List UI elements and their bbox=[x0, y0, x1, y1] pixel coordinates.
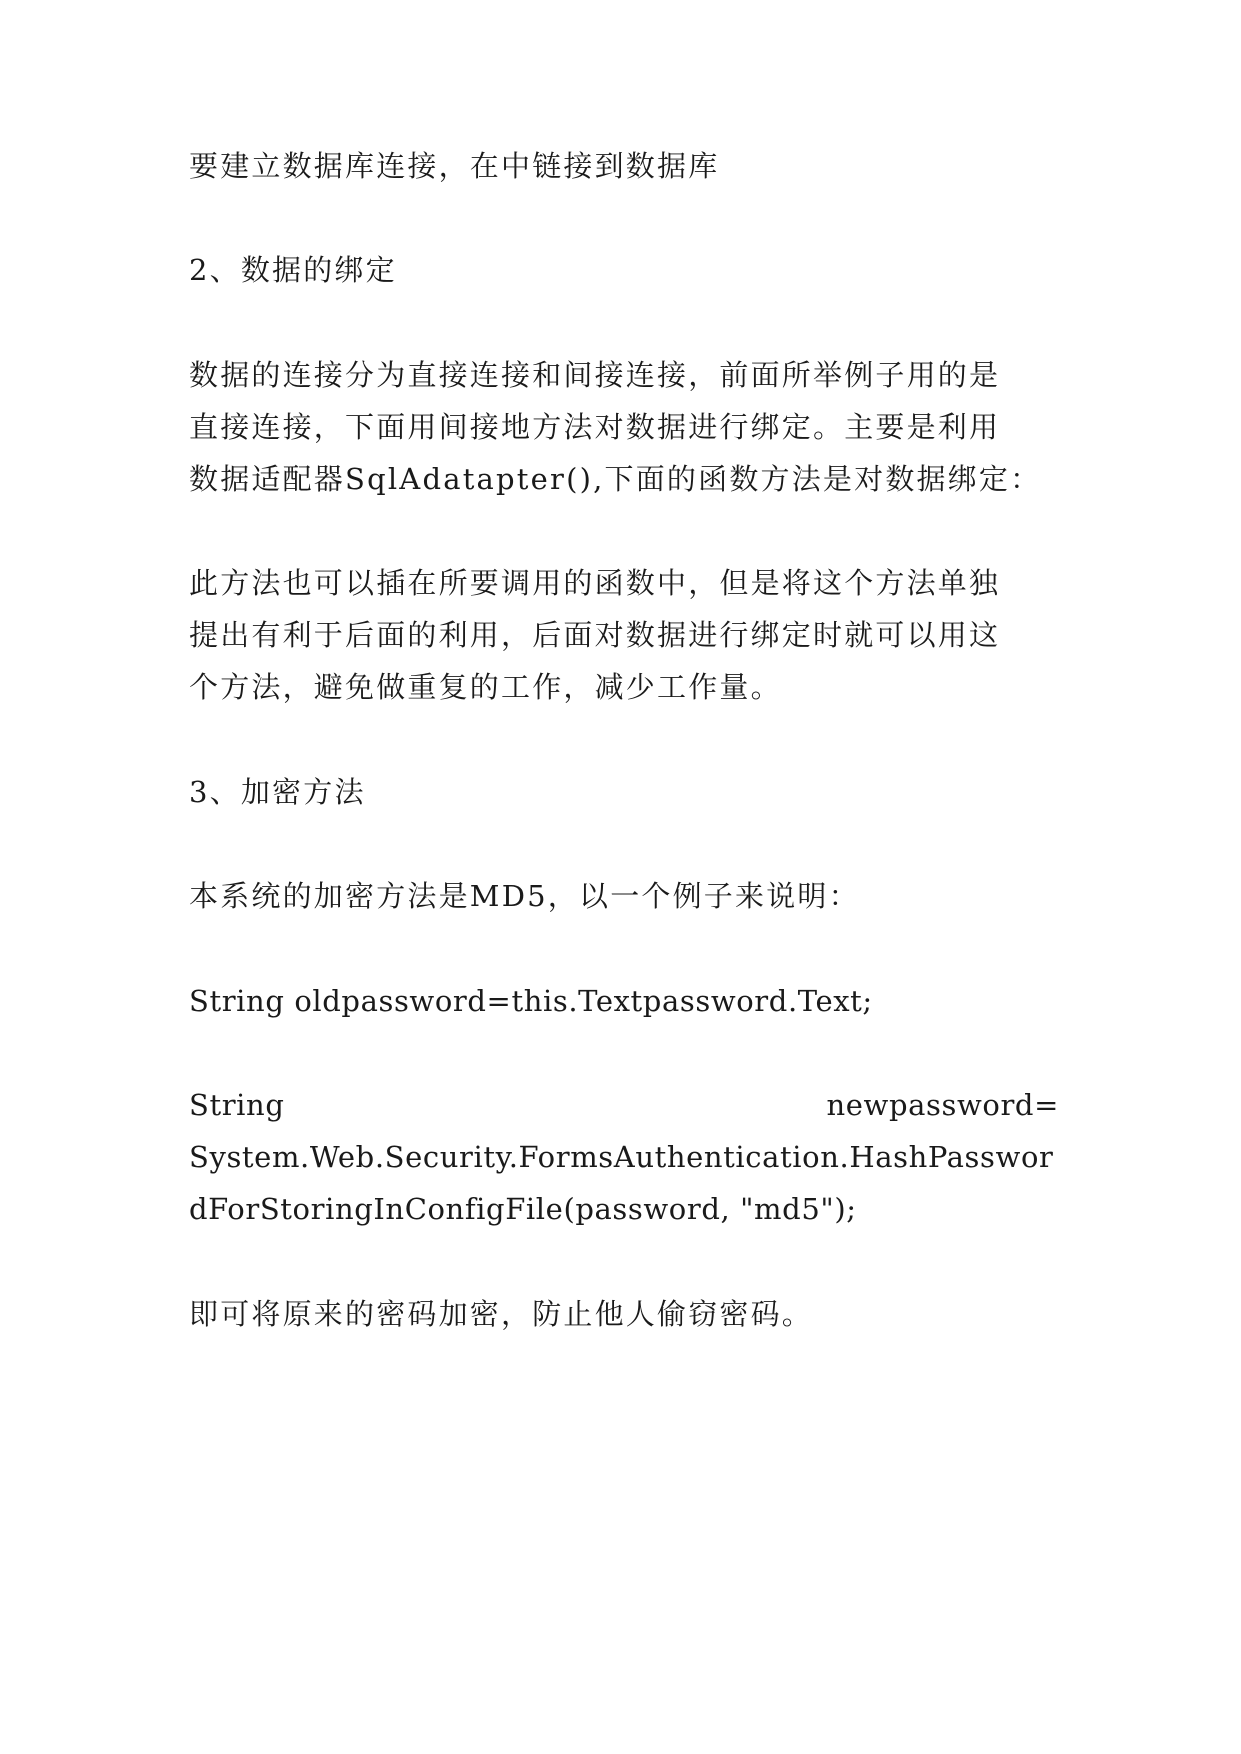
method-paragraph-line-3: 个方法，避免做重复的工作，减少工作量。 bbox=[189, 670, 782, 704]
section-heading-binding: 2、数据的绑定 bbox=[189, 253, 397, 287]
db-connect-line: 要建立数据库连接，在中链接到数据库 bbox=[189, 149, 720, 183]
encrypt-intro-line: 本系统的加密方法是MD5，以一个例子来说明： bbox=[189, 879, 860, 913]
closing-line: 即可将原来的密码加密，防止他人偷窃密码。 bbox=[189, 1297, 814, 1331]
binding-paragraph-line-2: 直接连接，下面用间接地方法对数据进行绑定。主要是利用 bbox=[189, 410, 1001, 444]
code-line-newpassword bbox=[189, 1087, 1059, 1123]
code-string-keyword: String bbox=[189, 1088, 285, 1122]
section-heading-encrypt: 3、加密方法 bbox=[189, 775, 366, 809]
code-newpassword-assign: newpassword= bbox=[826, 1088, 1059, 1122]
code-line-hash-args: dForStoringInConfigFile(password, "md5"); bbox=[189, 1192, 857, 1226]
method-paragraph-line-1: 此方法也可以插在所要调用的函数中，但是将这个方法单独 bbox=[189, 566, 1001, 600]
binding-paragraph-line-1: 数据的连接分为直接连接和间接连接，前面所举例子用的是 bbox=[189, 358, 1001, 392]
method-paragraph-line-2: 提出有利于后面的利用，后面对数据进行绑定时就可以用这 bbox=[189, 618, 1001, 652]
code-line-oldpassword: String oldpassword=this.Textpassword.Text; bbox=[189, 984, 873, 1018]
binding-paragraph-line-3: 数据适配器SqlAdatapter(),下面的函数方法是对数据绑定： bbox=[189, 462, 1042, 496]
code-line-hash-call: System.Web.Security.FormsAuthentication.HashPasswor bbox=[189, 1140, 1054, 1174]
